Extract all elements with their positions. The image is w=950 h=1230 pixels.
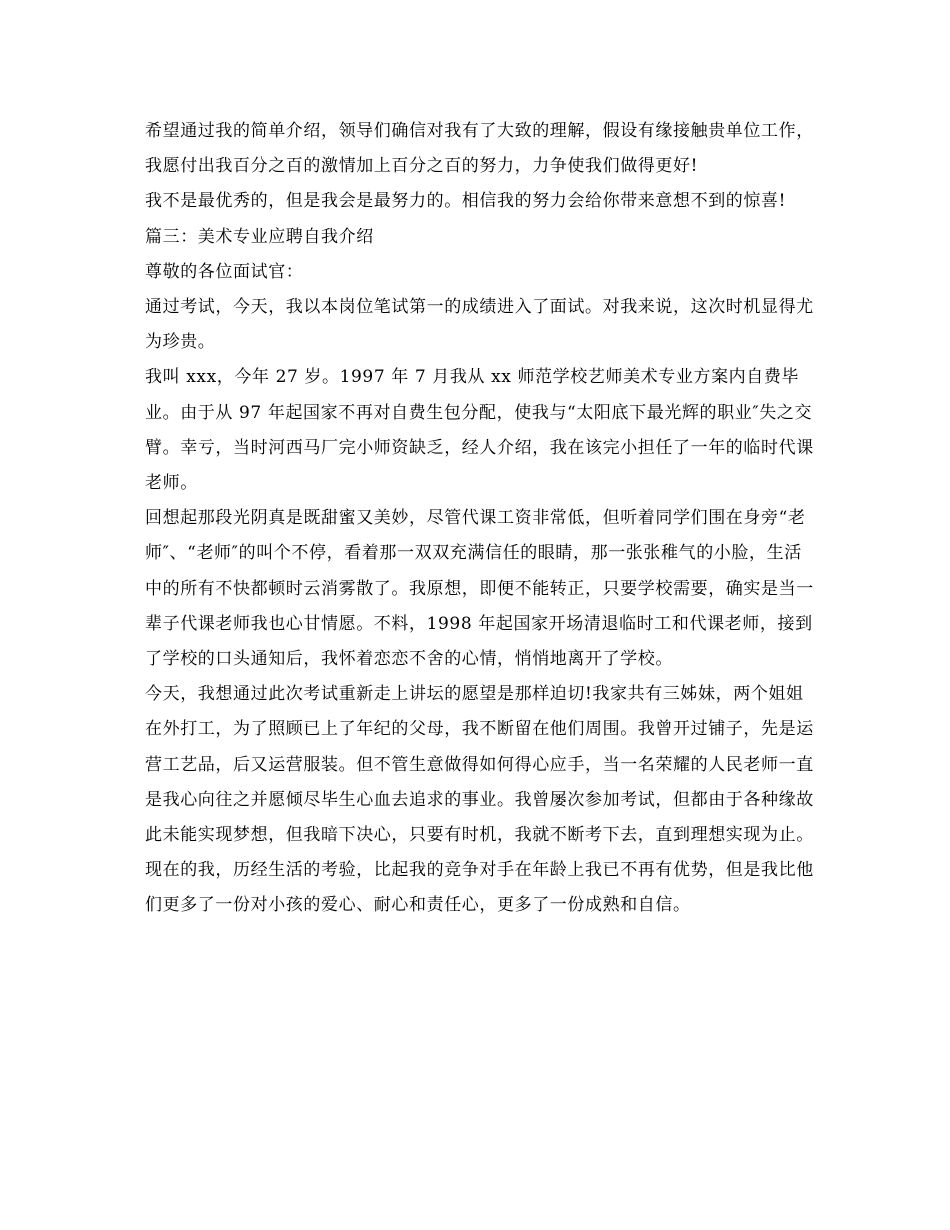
body-paragraph: 通过考试，今天，我以本岗位笔试第一的成绩进入了面试。对我来说，这次时机显得尤为珍贵。 xyxy=(145,297,814,353)
closing-paragraph: 希望通过我的简单介绍，领导们确信对我有了大致的理解，假设有缘接触贵单位工作，我愿付出我百分之百的激情加上百分之百的努力，力争使我们做得更好! xyxy=(145,121,814,177)
salutation: 尊敬的各位面试官： xyxy=(145,261,304,282)
body-paragraph: 现在的我，历经生活的考验，比起我的竞争对手在年龄上我已不再有优势，但是我比他们更多了一份对小孩的爱心、耐心和责任心，更多了一份成熟和自信。 xyxy=(145,860,814,916)
body-paragraph: 回想起那段光阴真是既甜蜜又美妙，尽管代课工资非常低，但听着同学们围在身旁“老师″、“老师″的叫个不停，看着那一双双充满信任的眼睛，那一张张稚气的小脸，生活中的所有不快都顿时云消雾散了。我原想，即便不能转正，只要学校需要，确实是当一辈子代课老师我也心甘情愿。不料，1998 年起国家开场清退临时工和代课老师，接到了学校的口头通知后，我怀着恋恋不舍的心情，悄悄地离开了学校。 xyxy=(145,508,814,670)
document-page xyxy=(145,114,815,924)
section-heading: 篇三：美术专业应聘自我介绍 xyxy=(145,226,374,247)
body-paragraph: 今天，我想通过此次考试重新走上讲坛的愿望是那样迫切!我家共有三姊妹，两个姐姐在外打工，为了照顾已上了年纪的父母，我不断留在他们周围。我曾开过铺子，先是运营工艺品，后又运营服装。但不管生意做得如何得心应手，当一名荣耀的人民老师一直是我心向往之并愿倾尽毕生心血去追求的事业。我曾屡次参加考试，但都由于各种缘故此未能实现梦想，但我暗下决心，只要有时机，我就不断考下去，直到理想实现为止。 xyxy=(145,684,814,846)
closing-paragraph-2: 我不是最优秀的，但是我会是最努力的。相信我的努力会给你带来意想不到的惊喜! xyxy=(145,191,787,212)
body-paragraph: 我叫 xxx，今年 27 岁。1997 年 7 月我从 xx 师范学校艺师美术专业方案内自费毕业。由于从 97 年起国家不再对自费生包分配，使我与“太阳底下最光辉的职业″失之交臂。幸亏，当时河西马厂完小师资缺乏，经人介绍，我在该完小担任了一年的临时代课老师。 xyxy=(145,367,814,494)
